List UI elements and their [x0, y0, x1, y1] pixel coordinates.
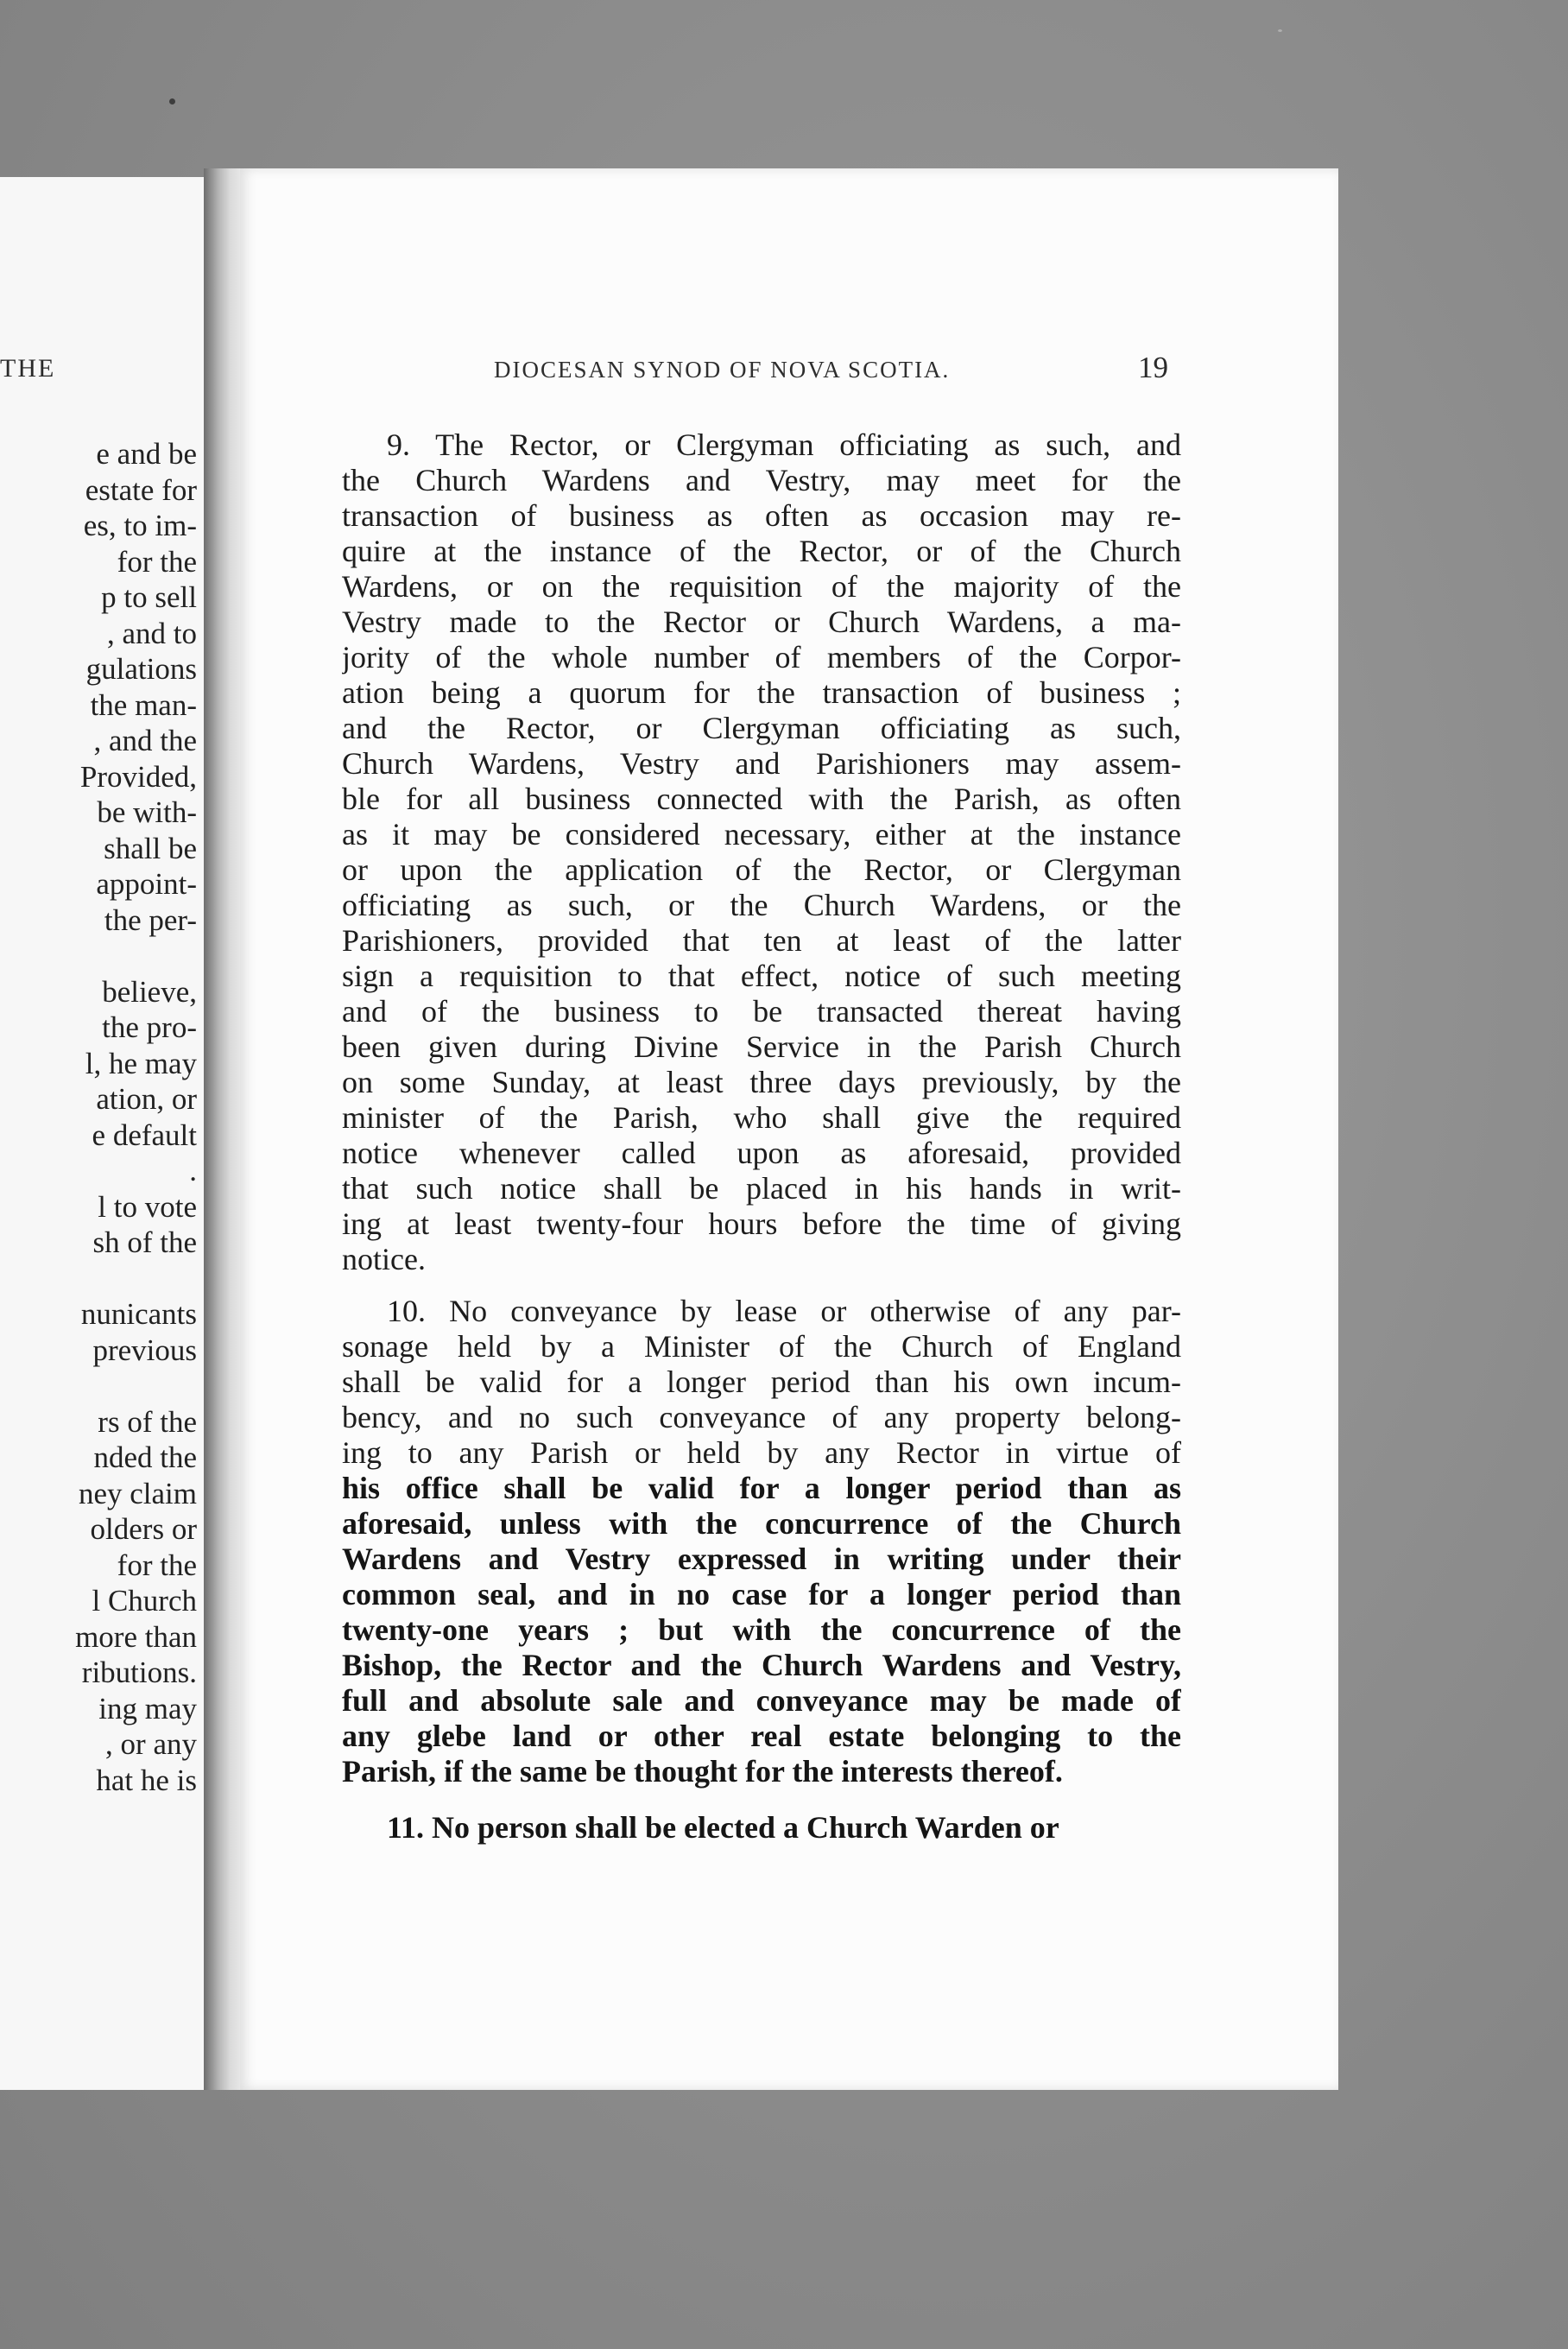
text-line: and the Rector, or Clergyman officiating as such, [342, 711, 1181, 745]
text-line: Vestry made to the Rector or Church Wardens, a ma- [342, 605, 1181, 639]
text-line: the Church Wardens and Vestry, may meet for the [342, 463, 1181, 497]
left-text-line: gulations [85, 652, 197, 686]
left-text-line: ney claim [78, 1476, 197, 1510]
text-line: his office shall be valid for a longer period than as [342, 1471, 1181, 1505]
left-text-line [0, 1261, 197, 1297]
text-line: and of the business to be transacted thereat having [342, 994, 1181, 1029]
left-text-line: . [189, 1154, 197, 1187]
text-line: officiating as such, or the Church Wardens, or the [342, 888, 1181, 922]
left-text-line: e and be [96, 437, 197, 471]
text-line: 9. The Rector, or Clergyman officiating as such, and [387, 427, 1181, 462]
left-text-line: e default [92, 1118, 197, 1152]
text-line: Parish, if the same be thought for the interests thereof. [342, 1754, 1063, 1789]
text-line: sign a requisition to that effect, notice of such meeting [342, 959, 1181, 993]
text-line: jority of the whole number of members of the Corpor- [342, 640, 1181, 674]
paragraph-11 [342, 1810, 1181, 1846]
left-text-line: be with- [97, 795, 197, 829]
dust-speck [1278, 29, 1282, 32]
left-text-line [0, 1368, 197, 1404]
text-line: any glebe land or other real estate belonging to the [342, 1719, 1181, 1753]
text-line: been given during Divine Service in the Parish Church [342, 1029, 1181, 1064]
text-line: that such notice shall be placed in his hands in writ- [342, 1171, 1181, 1206]
body-text [342, 427, 1181, 1846]
left-text-line: shall be [104, 831, 197, 865]
left-text-line: sh of the [92, 1225, 197, 1259]
left-text-line: ation, or [96, 1082, 197, 1116]
text-line: as it may be considered necessary, either at the instance [342, 817, 1181, 852]
text-line: full and absolute sale and conveyance may be made of [342, 1683, 1181, 1718]
left-text-line: for the [117, 1548, 197, 1582]
text-line: notice. [342, 1242, 426, 1276]
running-head: DIOCESAN SYNOD OF NOVA SCOTIA. [494, 357, 951, 383]
text-line: Wardens and Vestry expressed in writing under their [342, 1542, 1181, 1576]
text-line: 10. No conveyance by lease or otherwise of any par- [387, 1294, 1181, 1328]
left-text-line: ing may [98, 1691, 197, 1725]
left-text-line: the per- [104, 902, 197, 937]
left-text-line: more than [75, 1619, 197, 1654]
text-line: aforesaid, unless with the concurrence of the Church [342, 1506, 1181, 1541]
text-line: or upon the application of the Rector, or Clergyman [342, 852, 1181, 887]
text-line: transaction of business as often as occasion may re- [342, 498, 1181, 533]
text-line: bency, and no such conveyance of any property belong- [342, 1400, 1181, 1434]
left-text-line: ributions. [81, 1656, 197, 1689]
left-running-head: THE [0, 354, 56, 383]
left-text-line: , or any [105, 1727, 197, 1761]
left-text-line: olders or [90, 1512, 197, 1546]
previous-page-fragment [0, 177, 207, 2090]
text-line: shall be valid for a longer period than his own incum- [342, 1364, 1181, 1399]
left-page-text [0, 436, 197, 1798]
text-line: on some Sunday, at least three days previously, by the [342, 1065, 1181, 1099]
left-text-line: for the [117, 544, 197, 579]
left-text-line: , and to [106, 616, 197, 650]
text-line: common seal, and in no case for a longer period than [342, 1577, 1181, 1611]
left-text-line: nded the [93, 1440, 197, 1474]
left-text-line: rs of the [98, 1404, 197, 1439]
text-line: sonage held by a Minister of the Church of England [342, 1329, 1181, 1364]
text-line: notice whenever called upon as aforesaid, provided [342, 1136, 1181, 1170]
left-text-line: , and the [93, 724, 197, 757]
left-text-line: Provided, [79, 759, 197, 794]
text-line: Wardens, or on the requisition of the majority of the [342, 569, 1181, 604]
text-line: Bishop, the Rector and the Church Wardens and Vestry, [342, 1648, 1181, 1682]
text-line: 11. No person shall be elected a Church Warden or [387, 1810, 1059, 1845]
text-line: ing at least twenty-four hours before the time of giving [342, 1206, 1181, 1241]
left-text-line: the man- [90, 687, 197, 722]
left-text-line: appoint- [96, 867, 197, 901]
left-text-line: l Church [92, 1584, 197, 1618]
left-text-line: p to sell [101, 580, 197, 614]
text-line: ble for all business connected with the Parish, as often [342, 782, 1181, 816]
text-line: Church Wardens, Vestry and Parishioners may assem- [342, 746, 1181, 781]
left-text-line: es, to im- [83, 509, 197, 542]
text-line: minister of the Parish, who shall give the required [342, 1100, 1181, 1135]
text-line: twenty-one years ; but with the concurrence of the [342, 1612, 1181, 1647]
left-text-line: l to vote [98, 1189, 197, 1224]
left-text-line: hat he is [96, 1763, 197, 1797]
text-line: ing to any Parish or held by any Rector in virtue of [342, 1435, 1181, 1470]
left-text-line: believe, [102, 974, 197, 1009]
paragraph-10 [342, 1294, 1181, 1789]
left-text-line: estate for [85, 472, 197, 507]
left-text-line: previous [92, 1333, 197, 1367]
left-text-line: the pro- [102, 1010, 197, 1044]
left-text-line: nunicants [80, 1297, 197, 1331]
text-line: quire at the instance of the Rector, or of the Church [342, 534, 1181, 568]
text-line: Parishioners, provided that ten at least of the latter [342, 923, 1181, 958]
left-text-line [0, 938, 197, 974]
text-line: ation being a quorum for the transaction of business ; [342, 675, 1181, 710]
page-number: 19 [1138, 351, 1168, 384]
left-text-line: l, he may [85, 1046, 197, 1080]
paragraph-9 [342, 427, 1181, 1277]
dust-speck [169, 98, 175, 104]
